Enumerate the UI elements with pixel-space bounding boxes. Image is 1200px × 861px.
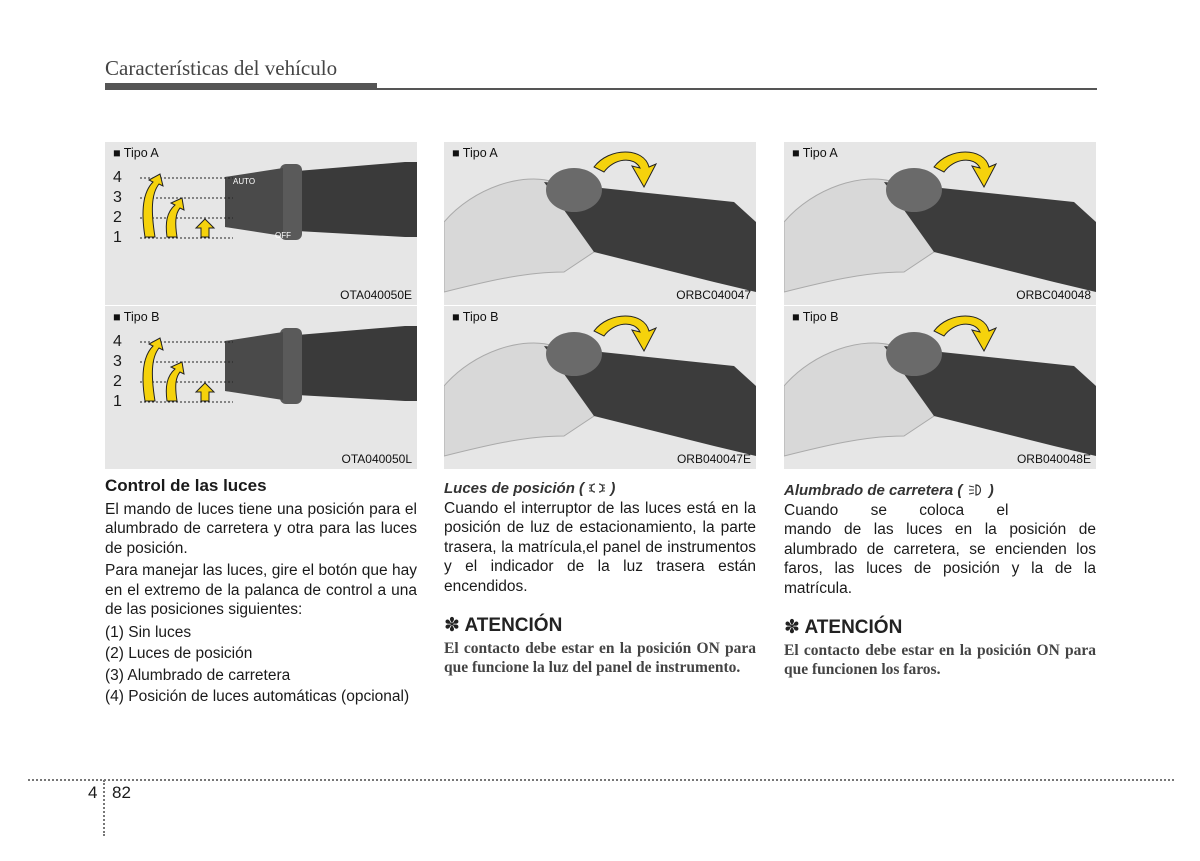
hand-turning-stalk-illustration [444, 306, 756, 469]
list-item: (3) Alumbrado de carretera [105, 666, 291, 684]
list-item: (1) Sin luces [105, 623, 192, 641]
attention-heading: ✽ ATENCIÓN [784, 617, 903, 638]
paragraph: Para manejar las luces, gire el botón que hay en el extremo de la palanca de control a una de las posiciones siguientes: [105, 562, 417, 618]
figure-code: ORBC040047 [676, 288, 751, 302]
list-item: (4) Posición de luces automáticas (opcional) [105, 688, 410, 705]
figure-code: ORB040047E [676, 452, 751, 466]
paragraph-first-line: Cuando se coloca el [784, 501, 1009, 519]
stalk-diagram-illustration [105, 142, 417, 305]
attention-text: El contacto debe estar en la posición ON para que funcione la luz del panel de instrumento. [444, 639, 756, 676]
figure-hand-stalk-type-a [784, 142, 1096, 305]
paragraph: Cuando el interruptor de las luces está en la posición de luz de estacionamiento, la parte trasera, la matrícula,el panel de instrumentos y el indicador de la luz trasera están encendidos. [444, 499, 756, 595]
hand-turning-stalk-illustration [444, 142, 756, 305]
chapter-number: 4 [88, 783, 98, 802]
figure-hand-stalk-type-b [444, 306, 756, 469]
figure-type-label: ■ Tipo B [792, 310, 839, 324]
text-column-parking-lights [444, 479, 756, 678]
headlight-icon [967, 484, 985, 496]
position-number-1: 1 [113, 393, 122, 410]
position-number-2: 2 [113, 373, 122, 390]
stalk-diagram-illustration [105, 306, 417, 469]
position-number-4: 4 [113, 333, 122, 350]
svg-text:AUTO: AUTO [233, 177, 256, 186]
list-item: (2) Luces de posición [105, 645, 253, 662]
header-rule-thin [377, 88, 1097, 90]
figure-hand-stalk-type-b [784, 306, 1096, 469]
header-rule-thick [105, 83, 377, 90]
text-column-light-control [105, 476, 417, 709]
attention-heading: ✽ ATENCIÓN [444, 615, 563, 636]
figure-type-label: ■ Tipo B [113, 310, 160, 324]
figure-code: OTA040050L [341, 452, 412, 466]
figure-type-label: ■ Tipo A [452, 146, 498, 160]
hand-turning-stalk-illustration [784, 142, 1096, 305]
figure-stalk-type-b [105, 306, 417, 469]
subsection-heading [784, 481, 1096, 501]
page-header-title: Características del vehículo [105, 56, 338, 80]
attention-text: El contacto debe estar en la posición ON para que funcionen los faros. [784, 641, 1096, 678]
footer-dotted-rule [28, 779, 1174, 781]
heading-text: ) [610, 480, 616, 497]
heading-text: Luces de posición ( [444, 480, 585, 497]
figure-type-label: ■ Tipo A [113, 146, 159, 160]
figure-code: OTA040050E [340, 288, 412, 302]
position-number-2: 2 [113, 209, 122, 226]
figure-hand-stalk-type-a [444, 142, 756, 305]
figure-type-label: ■ Tipo A [792, 146, 838, 160]
page-number: 82 [112, 783, 131, 802]
paragraph: mando de las luces en la posición de alumbrado de carretera, se encienden los faros, las luces de posición y la de la matrícula. [784, 521, 1096, 597]
heading-text: ) [988, 482, 994, 499]
section-heading: Control de las luces [105, 476, 267, 495]
paragraph: El mando de luces tiene una posición para el alumbrado de carretera y otra para las luces de posición. [105, 500, 417, 557]
position-number-3: 3 [113, 189, 122, 206]
svg-text:OFF: OFF [275, 231, 291, 240]
figure-code: ORBC040048 [1016, 288, 1091, 302]
figure-type-label: ■ Tipo B [452, 310, 499, 324]
text-column-high-beam [784, 481, 1096, 680]
position-number-4: 4 [113, 169, 122, 186]
hand-turning-stalk-illustration [784, 306, 1096, 469]
parking-light-icon [588, 482, 606, 494]
heading-text: Alumbrado de carretera ( [784, 482, 963, 499]
figure-stalk-type-a [105, 142, 417, 305]
figure-code: ORB040048E [1016, 452, 1091, 466]
position-number-3: 3 [113, 353, 122, 370]
subsection-heading [444, 479, 756, 499]
position-number-1: 1 [113, 229, 122, 246]
footer-dotted-divider [103, 780, 105, 836]
